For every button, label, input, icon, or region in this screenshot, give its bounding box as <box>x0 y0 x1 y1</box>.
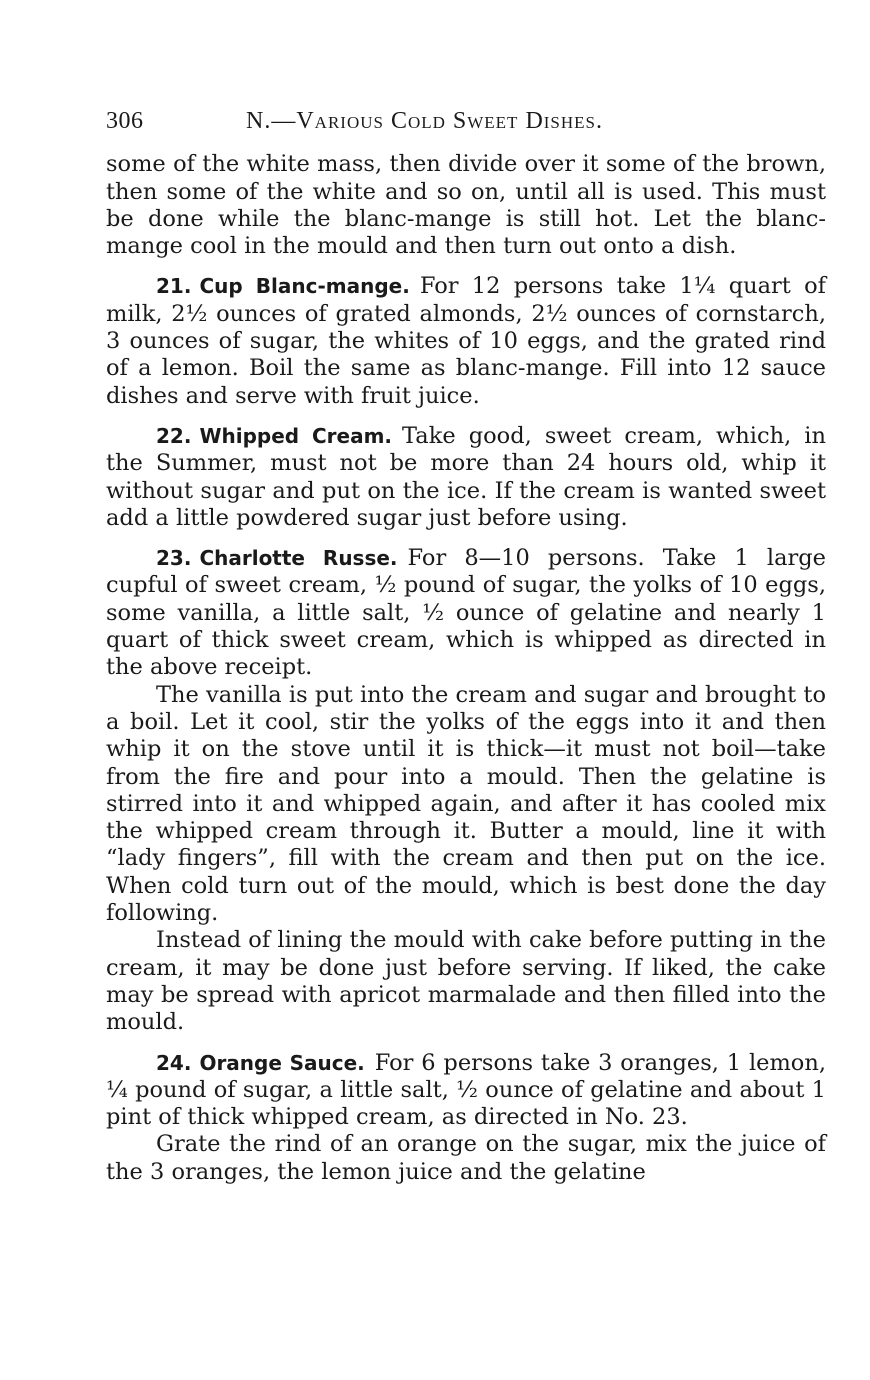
recipe-24-paragraph <box>106 1050 826 1132</box>
recipe-title: Cup Blanc-mange. <box>199 274 410 299</box>
recipe-text: Take good, sweet cream, which, in the Summer, must not be more than 24 hours old, whip it without sugar and put on the ice. If the cream is wanted sweet add a little powdered sugar just before using. <box>106 422 826 531</box>
recipe-22-paragraph <box>106 423 826 532</box>
recipe-title: Charlotte Russe. <box>199 546 398 571</box>
recipe-title: Orange Sauce. <box>199 1050 365 1075</box>
page-number: 306 <box>106 108 144 134</box>
recipe-text: For 6 persons take 3 oranges, 1 lemon, ¼ pound of sugar, a little salt, ½ ounce of gelatine and about 1 pint of thick whipped cream, as directed in No. 23. <box>106 1049 826 1131</box>
recipe-23-paragraph <box>106 545 826 681</box>
recipe-21-paragraph <box>106 273 826 409</box>
recipe-24-paragraph-2: Grate the rind of an orange on the sugar, mix the juice of the 3 oranges, the lemon juice and the gelatine <box>106 1131 826 1185</box>
recipe-number: 22. <box>156 423 192 448</box>
continuation-paragraph: some of the white mass, then divide over it some of the brown, then some of the white and so on, until all is used. This must be done while the blanc-mange is still hot. Let the blanc-mange cool in the mould and then turn out onto a dish. <box>106 151 826 260</box>
recipe-number: 24. <box>156 1050 192 1075</box>
recipe-number: 23. <box>156 546 192 571</box>
recipe-23-paragraph-3: Instead of lining the mould with cake before putting in the cream, it may be done just before serving. If liked, the cake may be spread with apricot marmalade and then filled into the mould. <box>106 927 826 1036</box>
running-head: N.—Various Cold Sweet Dishes. <box>246 108 604 134</box>
recipe-title: Whipped Cream. <box>199 423 393 448</box>
recipe-number: 21. <box>156 274 192 299</box>
recipe-23-paragraph-2: The vanilla is put into the cream and sugar and brought to a boil. Let it cool, stir the yolks of the eggs into it and then whip it on the stove until it is thick—it must not boil—take from the fire and pour into a mould. Then the gelatine is stirred into it and whipped again, and after it has cooled mix the whipped cream through it. Butter a mould, line it with “lady fingers”, fill with the cream and then put on the ice. When cold turn out of the mould, which is best done the day following. <box>106 681 826 927</box>
recipe-text: For 8—10 persons. Take 1 large cupful of sweet cream, ½ pound of sugar, the yolks of 10 eggs, some vanilla, a little salt, ½ ounce of gelatine and nearly 1 quart of thick sweet cream, which is whipped as directed in the above receipt. <box>106 545 826 681</box>
recipe-text: For 12 persons take 1¼ quart of milk, 2½ ounces of grated almonds, 2½ ounces of cornstarch, 3 ounces of sugar, the whites of 10 eggs, and the grated rind of a lemon. Boil the same as blanc-mange. Fill into 12 sauce dishes and serve with fruit juice. <box>106 273 826 409</box>
book-page <box>106 108 826 1186</box>
page-header <box>106 108 826 135</box>
